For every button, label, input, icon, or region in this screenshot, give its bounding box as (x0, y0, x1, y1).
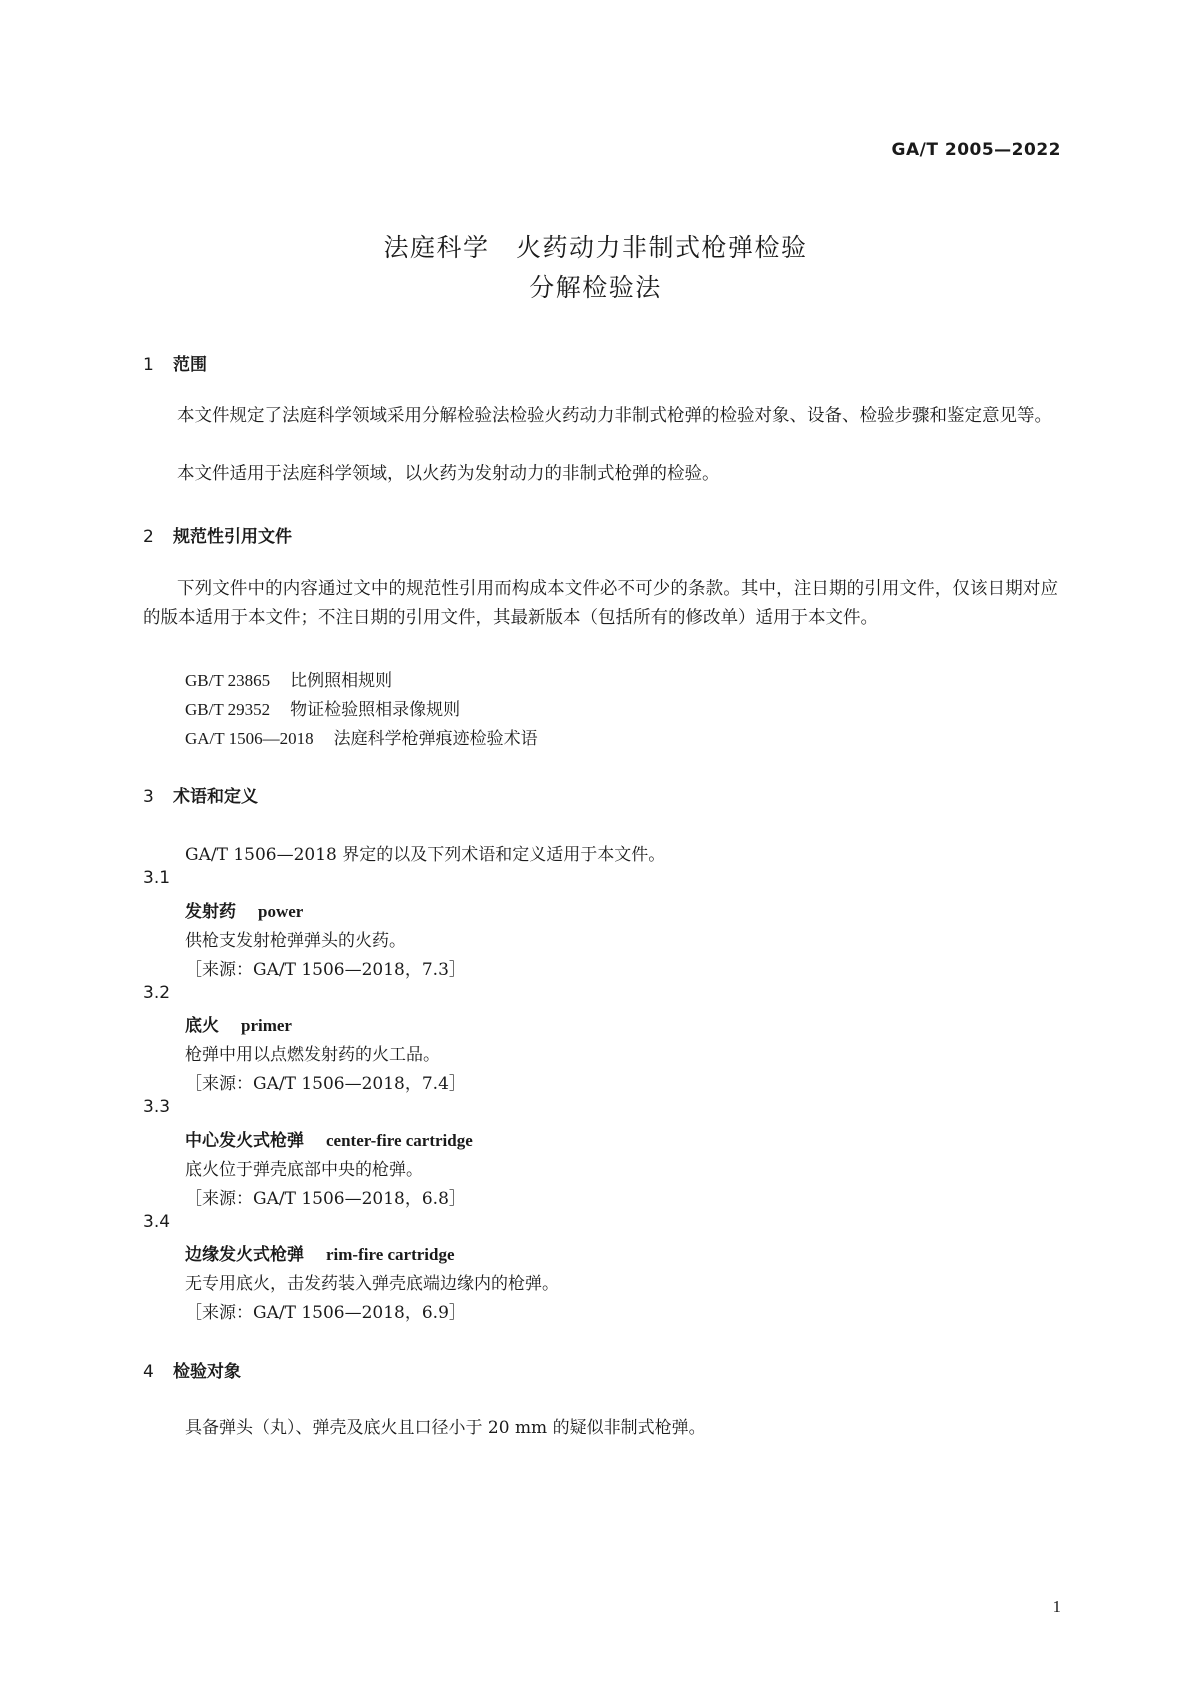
section-title: 术语和定义 (173, 787, 258, 807)
term-en: primer (241, 1016, 292, 1035)
reference-title: 物证检验照相录像规则 (290, 700, 461, 720)
section-heading (143, 782, 258, 807)
reference-item (185, 724, 538, 749)
paragraph: 下列文件中的内容通过文中的规范性引用而构成本文件必不可少的条款。其中，注日期的引用文件，仅该日期对应的版本适用于本文件；不注日期的引用文件，其最新版本（包括所有的修改单）适用于本文件。 (143, 579, 1058, 628)
term-definition: 枪弹中用以点燃发射药的火工品。 (185, 1045, 440, 1065)
term-number: 3.2 (143, 983, 171, 1003)
term-source: ［来源：GA/T 1506—2018，6.8］ (185, 1189, 466, 1209)
section-number: 3 (143, 787, 154, 807)
reference-title: 比例照相规则 (290, 671, 393, 691)
section-heading (143, 350, 207, 375)
reference-code: GA/T 1506—2018 (185, 729, 314, 748)
term-en: power (258, 902, 304, 921)
term-zh: 边缘发火式枪弹 (185, 1245, 304, 1265)
term-definition: 无专用底火，击发药装入弹壳底端边缘内的枪弹。 (185, 1274, 559, 1294)
term-en: center-fire cartridge (326, 1131, 473, 1150)
term-zh: 底火 (185, 1016, 219, 1036)
terms-intro: GA/T 1506—2018 界定的以及下列术语和定义适用于本文件。 (185, 845, 666, 865)
section-title: 规范性引用文件 (173, 527, 292, 547)
term-source: ［来源：GA/T 1506—2018，6.9］ (185, 1303, 466, 1323)
term-zh: 中心发火式枪弹 (185, 1131, 304, 1151)
term-number: 3.1 (143, 868, 171, 888)
term-definition: 供枪支发射枪弹弹头的火药。 (185, 931, 406, 951)
section-title: 范围 (173, 355, 207, 375)
document-title-line1: 法庭科学 火药动力非制式枪弹检验 (383, 233, 808, 262)
term-zh: 发射药 (185, 902, 236, 922)
term-heading (185, 1011, 292, 1036)
section-number: 4 (143, 1362, 154, 1382)
reference-code: GB/T 29352 (185, 700, 271, 719)
paragraph: 本文件适用于法庭科学领域，以火药为发射动力的非制式枪弹的检验。 (177, 464, 720, 484)
term-heading (185, 1240, 455, 1265)
term-number: 3.4 (143, 1212, 171, 1232)
term-heading (185, 1126, 473, 1151)
section-title: 检验对象 (173, 1362, 241, 1382)
document-title-line2: 分解检验法 (529, 273, 662, 302)
reference-title: 法庭科学枪弹痕迹检验术语 (333, 729, 538, 749)
paragraph: 具备弹头（丸）、弹壳及底火且口径小于 20 mm 的疑似非制式枪弹。 (185, 1418, 706, 1438)
section-heading (143, 1357, 241, 1382)
section-number: 1 (143, 355, 154, 375)
section-heading (143, 522, 292, 547)
reference-code: GB/T 23865 (185, 671, 271, 690)
paragraph: 本文件规定了法庭科学领域采用分解检验法检验火药动力非制式枪弹的检验对象、设备、检验步骤和鉴定意见等。 (177, 406, 1052, 426)
term-heading (185, 897, 303, 922)
term-source: ［来源：GA/T 1506—2018，7.4］ (185, 1074, 466, 1094)
term-source: ［来源：GA/T 1506—2018，7.3］ (185, 960, 466, 980)
document-code: GA/T 2005—2022 (891, 140, 1061, 160)
term-definition: 底火位于弹壳底部中央的枪弹。 (185, 1160, 423, 1180)
term-en: rim-fire cartridge (326, 1245, 455, 1264)
page-number: 1 (1052, 1597, 1061, 1616)
reference-item (185, 666, 392, 691)
reference-item (185, 695, 460, 720)
term-number: 3.3 (143, 1097, 171, 1117)
section-number: 2 (143, 527, 154, 547)
